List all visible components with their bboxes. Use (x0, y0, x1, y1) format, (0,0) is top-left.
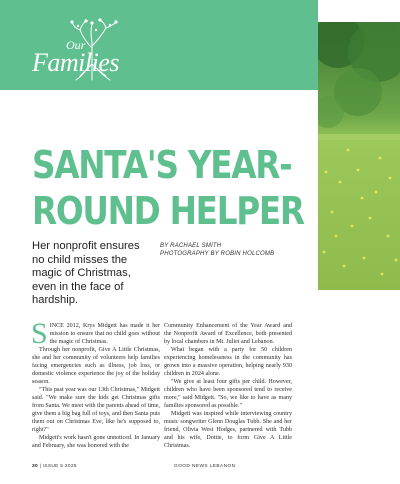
logo-families-text: Families (32, 48, 119, 77)
drop-cap: S (31, 317, 48, 350)
paragraph: What began with a party for 50 children experiencing homelessness in the community has grown into a massive operation, helping nearly 930 children in 2024 alone. (164, 347, 292, 377)
paragraph: "This past year was our 13th Christmas," Midgett said. "We make sure the kids get Christmas gifts from Santa. We meet with the parents ahead of time, give them a big bag full of toys, and then Santa puts them out on Christmas Eve, like he's supposed to, right?" (32, 387, 160, 433)
paragraph: Through her nonprofit, Give A Little Christmas, she and her community of volunteers help families facing emergencies such as illness, job loss, or domestic violence experience the joy of the holiday season. (32, 347, 160, 385)
paragraph: Community Enhancement of the Year Award and the Nonprofit Award of Excellence, both presented by local chambers in Mt. Juliet and Lebanon. (164, 323, 292, 345)
article-deck: Her nonprofit ensures no child misses the magic of Christmas, even in the face of hardship. (32, 240, 140, 306)
paragraph: "We give at least four gifts per child. However, children who have been sponsored tend to receive more," said Midgett. "So, we like to have as many families sponsored as possible." (164, 379, 292, 409)
paragraph: INCE 2012, Krys Midgett has made it her mission to ensure that no child goes without the magic of Christmas. (49, 323, 160, 345)
byline (160, 242, 310, 258)
publication-name: GOOD NEWS LEBANON (174, 464, 236, 469)
article-headline (32, 142, 302, 234)
paragraph: Midgett was inspired while interviewing country music songwriter Glenn Douglas Tubb. She and her friend, Olivia West Hodges, partnered with Tubb and his wife, Dottie, to form Give A Little Christmas. (164, 411, 292, 449)
body-column-right (164, 322, 292, 450)
headline-line-2: ROUND HELPER (32, 189, 304, 233)
byline-photographer: PHOTOGRAPHY BY ROBIN HOLCOMB (160, 251, 275, 257)
folio (32, 464, 77, 469)
headline-line-1: SANTA'S YEAR- (32, 143, 292, 187)
meadow-photo (318, 22, 400, 290)
masthead-band (0, 0, 318, 90)
paragraph: Midgett's work hasn't gone unnoticed. In January and February, she was honored with the (32, 435, 160, 449)
logo-our-text: Our (66, 38, 86, 52)
byline-writer: BY RACHAEL SMITH (160, 243, 222, 249)
folio-divider: | (39, 464, 43, 469)
issue-label: ISSUE 5 2025 (42, 464, 77, 469)
page-number: 30 (32, 464, 38, 469)
body-column-left (31, 317, 160, 450)
our-families-logo (30, 18, 140, 84)
